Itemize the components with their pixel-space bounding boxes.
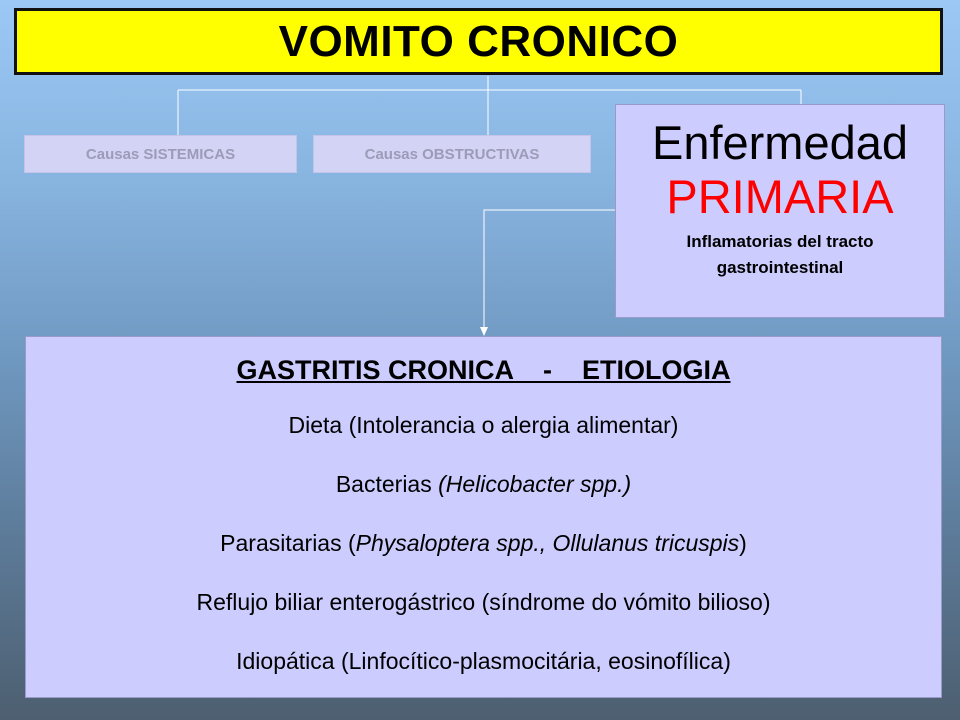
etiology-item-biliary-reflux: Reflujo biliar enterogástrico (síndrome do vómito bilioso) <box>196 589 771 615</box>
systemic-causes-box: Causas SISTEMICAS <box>24 135 297 173</box>
etiology-item-diet: Dieta (Intolerancia o alergia alimentar) <box>288 412 679 438</box>
primary-heading-line1: Enfermedad <box>651 116 909 169</box>
gastritis-etiology-box <box>25 336 942 698</box>
gastritis-heading: GASTRITIS CRONICA - ETIOLOGIA <box>236 355 731 385</box>
etiology-item-bacteria: Bacterias (Helicobacter spp.) <box>335 471 632 497</box>
etiology-list <box>26 396 941 691</box>
title-box <box>14 8 943 75</box>
page-title: VOMITO CRONICO <box>278 16 679 66</box>
obstructive-causes-box: Causas OBSTRUCTIVAS <box>313 135 591 173</box>
primary-disease-box <box>615 104 945 318</box>
primary-subtitle: Inflamatorias del tracto gastrointestinal <box>686 232 874 277</box>
etiology-item-idiopathic: Idiopática (Linfocítico-plasmocitária, eosinofílica) <box>236 648 731 674</box>
primary-heading-line2: PRIMARIA <box>666 170 894 223</box>
etiology-item-parasites: Parasitarias (Physaloptera spp., Ollulanus tricuspis) <box>220 530 747 556</box>
